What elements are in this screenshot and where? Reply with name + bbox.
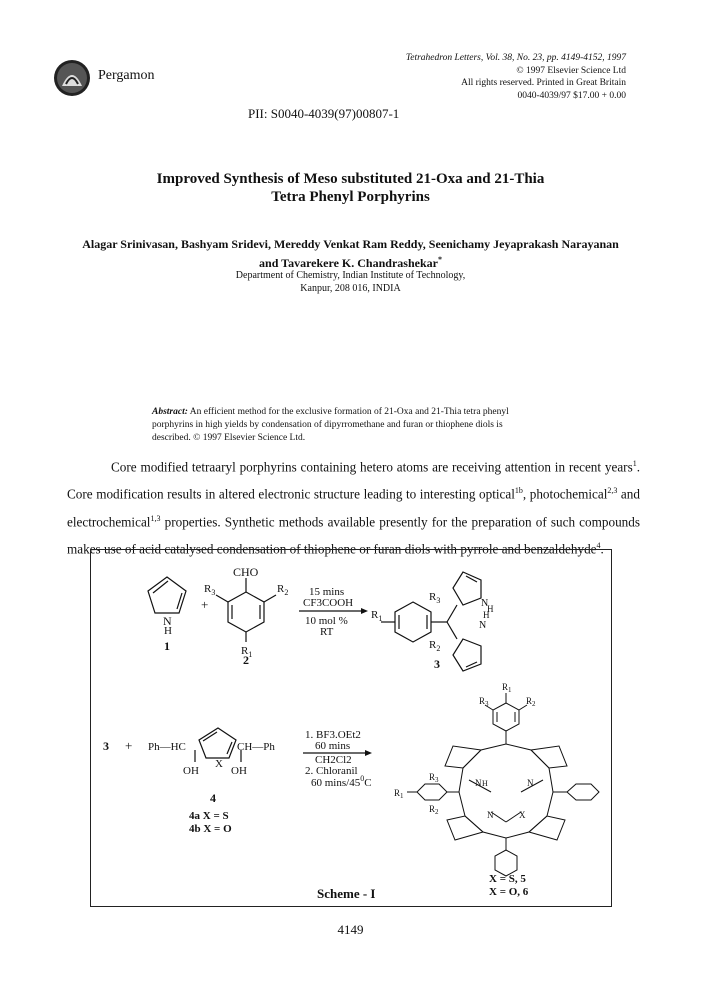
publisher-name: Pergamon xyxy=(98,68,155,83)
svg-text:R2 xyxy=(277,583,288,597)
compound-label-4b: 4b X = O xyxy=(189,823,232,835)
authors xyxy=(0,236,701,271)
corresponding-mark: * xyxy=(437,255,442,264)
porphyrin-n-lower: N xyxy=(487,810,494,820)
title-line-1: Improved Synthesis of Meso substituted 21-Oxa and 21-Thia xyxy=(156,171,545,187)
svg-text:R1 xyxy=(394,788,404,800)
condition-acid: CF3COOH xyxy=(303,597,354,609)
scheme-figure xyxy=(90,549,612,907)
r2-sub: 2 xyxy=(435,808,439,816)
phenyl-right: CH—Ph xyxy=(237,741,275,753)
price-line: 0040-4039/97 $17.00 + 0.00 xyxy=(517,90,626,101)
nh-h: H xyxy=(487,604,494,614)
r2-sub: 2 xyxy=(532,700,536,708)
porphyrin-x: X xyxy=(519,810,526,820)
arrow-head-1 xyxy=(361,608,368,614)
svg-text:R2 xyxy=(526,696,536,708)
affiliation-line-2: Kanpur, 208 016, INDIA xyxy=(300,283,401,294)
affiliation xyxy=(0,269,701,295)
hydroxyl-left: OH xyxy=(183,765,199,777)
r2-sub: 2 xyxy=(436,644,441,653)
scheme-drawing xyxy=(91,550,611,906)
phenyl-left: Ph—HC xyxy=(148,741,186,753)
product-label-6: X = O, 6 xyxy=(489,886,529,898)
arrow-head-2 xyxy=(365,750,372,756)
condition-chloranil: 2. Chloranil xyxy=(305,765,358,777)
r1-sub: 1 xyxy=(400,792,404,800)
authors-line-1: Alagar Srinivasan, Bashyam Sridevi, Mereddy Venkat Ram Reddy, Seenichamy Jeyaprakash Narayanan xyxy=(82,237,619,251)
pyrrole-h: H xyxy=(164,625,172,637)
para-text: . Core modification results in altered electronic structure leading to interesting optical xyxy=(67,459,640,502)
r1-sub: 1 xyxy=(248,650,253,659)
para-text: properties. Synthetic methods available presently for the preparation of such compounds makes use of acid catalysed condensation of thiophene or furan diols with pyrrole and benzaldehyde xyxy=(67,514,640,557)
r1-sub: 1 xyxy=(508,686,512,694)
reference-mark: 2,3 xyxy=(607,486,618,496)
body-paragraph xyxy=(67,452,640,562)
compound-label-1: 1 xyxy=(164,639,170,653)
svg-text:R3 xyxy=(204,583,215,597)
para-text: and electrochemical xyxy=(67,486,640,530)
porphyrin-nh-h: H xyxy=(482,779,488,788)
publisher-logo xyxy=(52,58,92,98)
r3-label: R xyxy=(204,583,212,595)
page-number: 4149 xyxy=(337,922,364,937)
abstract-line-2: porphyrins in high yields by condensation of dipyrromethane and furan or thiophene diols is xyxy=(152,420,503,430)
pyrrole-n: N xyxy=(163,614,172,628)
product-label-5: X = S, 5 xyxy=(489,873,526,885)
compound-label-4: 4 xyxy=(210,791,216,805)
para-text: Core modified tetraaryl porphyrins containing hetero atoms are receiving attention in recent years xyxy=(111,459,633,475)
svg-text:R3 xyxy=(429,591,440,605)
para-text: , photochemical xyxy=(522,486,608,502)
heteroatom-x: X xyxy=(215,758,223,770)
svg-text:R2 xyxy=(429,804,439,816)
reference-mark: 1 xyxy=(632,459,637,468)
condition-bf3: 1. BF3.OEt2 xyxy=(305,729,361,741)
copyright-line: © 1997 Elsevier Science Ltd xyxy=(516,65,626,76)
journal-line: Tetrahedron Letters, Vol. 38, No. 23, pp. 4149-4152, 1997 xyxy=(405,53,626,63)
r1-label: R xyxy=(394,788,401,798)
r2-label: R xyxy=(429,639,437,651)
dipyrromethane-structure xyxy=(381,572,481,671)
r2-label: R xyxy=(277,583,285,595)
r2-label: R xyxy=(526,696,533,706)
condition-time-2: 60 mins xyxy=(315,740,351,752)
nh-n: N xyxy=(481,598,489,609)
porphyrin-n: N xyxy=(527,778,534,788)
r3-label: R xyxy=(429,591,437,603)
reference-mark: 4 xyxy=(596,541,601,551)
benzaldehyde-structure xyxy=(216,578,276,642)
pii: PII: S0040-4039(97)00807-1 xyxy=(248,106,400,121)
condition-time-temp: 60 mins/45 xyxy=(311,777,361,789)
condition-time-1: 15 mins xyxy=(309,586,345,598)
svg-text:R2 xyxy=(429,639,440,653)
porphyrin-nh-n: N xyxy=(475,778,482,788)
para-text: . xyxy=(600,541,604,557)
condition-mol: 10 mol % xyxy=(305,615,348,627)
reference-mark: 1b xyxy=(514,486,523,496)
porphyrin-structure xyxy=(407,693,599,876)
r3-sub: 3 xyxy=(211,588,216,597)
cho-group: CHO xyxy=(233,565,259,579)
nh-n: N xyxy=(479,620,487,631)
celsius-unit: C xyxy=(364,777,372,789)
pyrrole-structure xyxy=(148,577,186,613)
svg-text:R1 xyxy=(371,609,382,623)
r1-sub: 1 xyxy=(378,614,383,623)
r2-sub: 2 xyxy=(284,588,289,597)
compound-label-2: 2 xyxy=(243,653,249,667)
compound-label-4a: 4a X = S xyxy=(189,810,229,822)
plus-sign: + xyxy=(201,597,209,612)
abstract xyxy=(152,406,572,445)
condition-rt: RT xyxy=(320,626,334,638)
condition-solvent: CH2Cl2 xyxy=(315,754,352,766)
title-line-2: Tetra Phenyl Porphyrins xyxy=(271,189,430,205)
r1-label: R xyxy=(241,645,249,657)
compound-label-3: 3 xyxy=(434,657,440,671)
degree-sign: 0 xyxy=(360,774,365,783)
authors-line-2: and Tavarekere K. Chandrashekar xyxy=(259,256,438,270)
reference-mark: 1,3 xyxy=(150,513,161,523)
rights-line: All rights reserved. Printed in Great Britain xyxy=(461,78,626,88)
paper-title xyxy=(0,170,701,206)
affiliation-line-1: Department of Chemistry, Indian Institute of Technology, xyxy=(235,270,466,281)
svg-text:R1 xyxy=(502,682,512,694)
nh-h: H xyxy=(483,610,490,620)
abstract-line-1: An efficient method for the exclusive formation of 21-Oxa and 21-Thia tetra phenyl xyxy=(187,407,509,417)
svg-text:R3 xyxy=(479,696,489,708)
reactant-3-label: 3 xyxy=(103,739,109,753)
r3-sub: 3 xyxy=(485,700,489,708)
r3-label: R xyxy=(429,772,436,782)
r3-sub: 3 xyxy=(436,596,441,605)
journal-info xyxy=(406,52,626,102)
scheme-caption: Scheme - I xyxy=(317,886,376,901)
diol-structure xyxy=(195,728,241,762)
plus-sign: + xyxy=(125,738,133,753)
r1-label: R xyxy=(371,609,379,621)
abstract-line-3: described. © 1997 Elsevier Science Ltd. xyxy=(152,433,306,443)
abstract-label: Abstract: xyxy=(152,407,188,417)
svg-text:60 mins/450C xyxy=(311,774,372,789)
r1-label: R xyxy=(502,682,509,692)
r2-label: R xyxy=(429,804,436,814)
svg-text:R3 xyxy=(429,772,439,784)
r3-label: R xyxy=(479,696,486,706)
r3-sub: 3 xyxy=(435,776,439,784)
hydroxyl-right: OH xyxy=(231,765,247,777)
